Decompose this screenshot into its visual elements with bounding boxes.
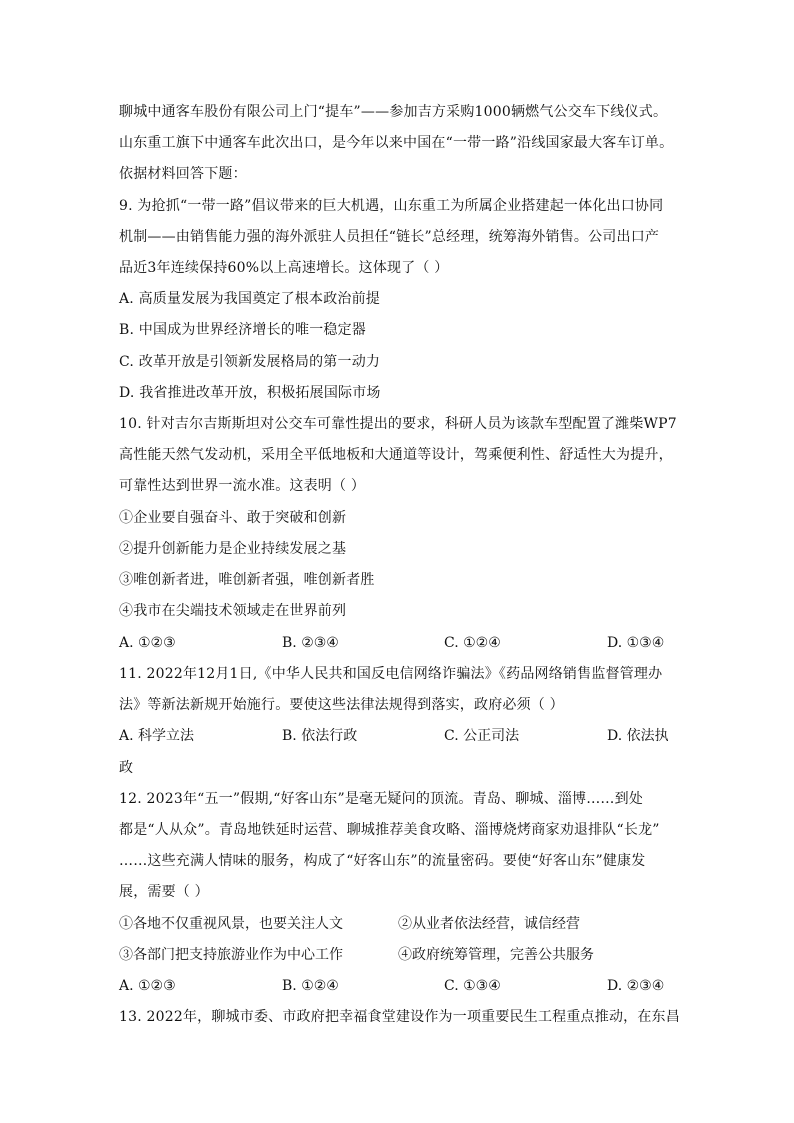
q9-option-c: C. 改革开放是引领新发展格局的第一动力 bbox=[119, 354, 381, 370]
q9-option-a: A. 高质量发展为我国奠定了根本政治前提 bbox=[119, 291, 381, 307]
intro-line-2: 山东重工旗下中通客车此次出口，是今年以来中国在“一带一路”沿线国家最大客车订单。 bbox=[119, 135, 674, 151]
q12-stem-line-1: 12. 2023年“五一”假期,“好客山东”是毫无疑问的顶流。青岛、聊城、淄博……到处 bbox=[119, 791, 644, 807]
q10-statement-4: ④我市在尖端技术领域走在世界前列 bbox=[119, 603, 347, 619]
q11-option-c: C. 公正司法 bbox=[444, 728, 520, 744]
q12-option-a: A. ①②③ bbox=[119, 978, 176, 994]
q10-option-a: A. ①②③ bbox=[119, 635, 176, 651]
q9-stem-line-3: 品近3年连续保持60%以上高速增长。这体现了（ ） bbox=[119, 260, 449, 276]
q11-option-d-continued: 政 bbox=[119, 760, 134, 776]
q12-option-c: C. ①③④ bbox=[444, 978, 501, 994]
q10-stem-line-3: 可靠性达到世界一流水准。这表明（ ） bbox=[119, 478, 366, 494]
q12-statement-4: ④政府统筹管理，完善公共服务 bbox=[398, 947, 594, 963]
q10-option-d: D. ①③④ bbox=[607, 635, 665, 651]
q9-option-b: B. 中国成为世界经济增长的唯一稳定器 bbox=[119, 322, 366, 338]
q11-option-d: D. 依法执 bbox=[607, 728, 669, 744]
q11-stem-line-2: 法》等新法新规开始施行。要使这些法律法规得到落实，政府必须（ ） bbox=[119, 697, 564, 713]
q10-option-c: C. ①②④ bbox=[444, 635, 501, 651]
q12-statement-3: ③各部门把支持旅游业作为中心工作 bbox=[119, 947, 343, 963]
q12-option-b: B. ①②④ bbox=[282, 978, 339, 994]
q12-option-d: D. ②③④ bbox=[607, 978, 665, 994]
q10-stem-line-2: 高性能天然气发动机，采用全平低地板和大通道等设计，驾乘便利性、舒适性大为提升， bbox=[119, 447, 673, 463]
q12-stem-line-3: ……这些充满人情味的服务，构成了“好客山东”的流量密码。要使“好客山东”健康发 bbox=[119, 853, 646, 869]
q12-statement-2: ②从业者依法经营，诚信经营 bbox=[398, 916, 580, 932]
q11-stem-line-1: 11. 2022年12月1日,《中华人民共和国反电信网络诈骗法》《药品网络销售监督管理办 bbox=[119, 666, 663, 682]
q12-stem-line-4: 展，需要（ ） bbox=[119, 884, 209, 900]
q12-statement-1: ①各地不仅重视风景，也要关注人文 bbox=[119, 916, 343, 932]
q10-statement-2: ②提升创新能力是企业持续发展之基 bbox=[119, 541, 347, 557]
q10-statement-3: ③唯创新者进，唯创新者强，唯创新者胜 bbox=[119, 572, 375, 588]
q11-option-b: B. 依法行政 bbox=[282, 728, 358, 744]
q11-option-a: A. 科学立法 bbox=[119, 728, 195, 744]
q10-option-b: B. ②③④ bbox=[282, 635, 339, 651]
q10-statement-1: ①企业要自强奋斗、敢于突破和创新 bbox=[119, 510, 347, 526]
q9-option-d: D. 我省推进改革开放，积极拓展国际市场 bbox=[119, 385, 381, 401]
intro-line-1: 聊城中通客车股份有限公司上门“提车”——参加吉方采购1000辆燃气公交车下线仪式。 bbox=[119, 104, 668, 120]
q13-stem-line-1: 13. 2022年，聊城市委、市政府把幸福食堂建设作为一项重要民生工程重点推动，在东昌 bbox=[119, 1009, 680, 1025]
q12-stem-line-2: 都是“人从众”。青岛地铁延时运营、聊城推荐美食攻略、淄博烧烤商家劝退排队“长龙” bbox=[119, 822, 660, 838]
q10-stem-line-1: 10. 针对吉尔吉斯斯坦对公交车可靠性提出的要求，科研人员为该款车型配置了潍柴WP7 bbox=[119, 416, 677, 432]
q9-stem-line-2: 机制——由销售能力强的海外派驻人员担任“链长”总经理，统筹海外销售。公司出口产 bbox=[119, 229, 660, 245]
q9-stem-line-1: 9. 为抢抓“一带一路”倡议带来的巨大机遇，山东重工为所属企业搭建起一体化出口协同 bbox=[119, 198, 664, 214]
intro-line-3: 依据材料回答下题： bbox=[119, 166, 247, 182]
